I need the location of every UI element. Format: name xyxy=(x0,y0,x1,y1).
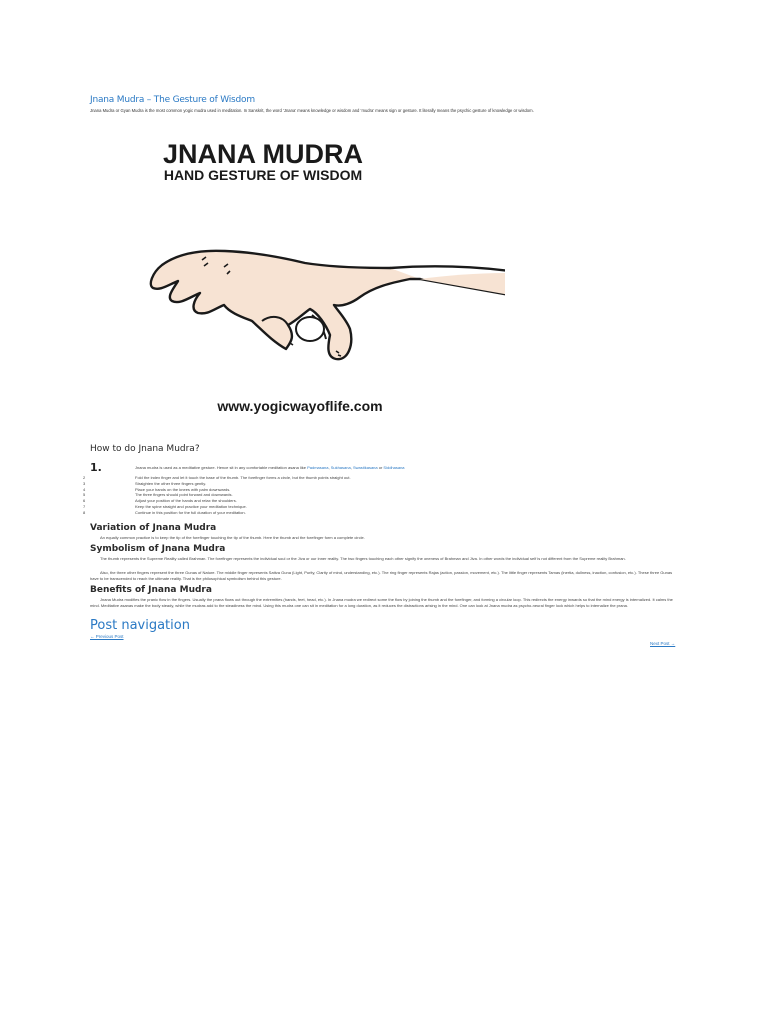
symbolism-heading: Symbolism of Jnana Mudra xyxy=(90,544,226,554)
list-item: 4 Place your hands on the knees with palm downwards. xyxy=(83,486,231,492)
list-text: Jnana mudra is used as a meditative gesture. Hence sit in any comfortable meditation asana like Padmasana, Sukhasana, Swastikasana or Siddhasana xyxy=(135,465,405,470)
list-item: 8 Continue in this position for the full duration of your meditation. xyxy=(83,509,246,515)
siddhasana-link[interactable]: Siddhasana xyxy=(383,465,405,470)
intro-text: Jnana Mudra or Gyan Mudra is the most common yogic mudra used in meditation. In Sanskrit, the word ‘Jnana’ means knowledge or wisdom and ‘mudra’ means sign or gesture. It literally means the psychic gesture of knowledge or wisdom. xyxy=(90,108,534,113)
benefits-heading: Benefits of Jnana Mudra xyxy=(90,585,212,595)
figure-website: www.yogicwayoflife.com xyxy=(217,398,383,414)
page-title: Jnana Mudra – The Gesture of Wisdom xyxy=(90,95,255,105)
symbolism-paragraph-2: Also, the three other fingers represent the three Gunas of Nature. The middle finger represents Sattva Guna (Light, Purity, Clarity of mind, understanding, etc.). The ring finger represents Rajas (action, passion, movement, etc.). The little finger represents Tamas (inertia, dullness, inaction, confusion, etc.). These three Gunas have to be transcended to reach the ultimate reality. That is the philosophical symbolism behind this gesture. xyxy=(90,570,673,581)
variation-heading: Variation of Jnana Mudra xyxy=(90,523,217,533)
symbolism-paragraph-1: The thumb represents the Supreme Reality called Brahman. The forefinger represents the individual soul or the Jiva or our inner reality. The two fingers touching each other signify the oneness of Brahman and Jiva. In other words the individual self is not different from the Supreme reality Brahman. xyxy=(100,556,626,561)
figure-heading: JNANA MUDRA xyxy=(163,139,363,169)
list-item: 6 Adjust your position of the hands and relax the shoulders. xyxy=(83,498,237,504)
previous-post-link[interactable]: ← Previous Post xyxy=(90,634,124,639)
swastikasana-link[interactable]: Swastikasana xyxy=(352,465,378,470)
padmasana-link[interactable]: Padmasana xyxy=(307,465,329,470)
list-item: 3 Straighten the other three fingers gently. xyxy=(83,480,207,486)
steps-list xyxy=(83,475,683,516)
list-item: 5 The three fingers should point forward and downwards. xyxy=(83,492,233,498)
how-to-heading: How to do Jnana Mudra? xyxy=(90,444,200,454)
variation-text: An equally common practice is to keep the tip of the forefinger touching the tip of the thumb. Here the thumb and the forefinger form a complete circle. xyxy=(100,535,365,540)
jnana-mudra-illustration xyxy=(90,125,505,437)
next-post-link[interactable]: Next Post → xyxy=(650,641,676,646)
list-number: 1. xyxy=(90,461,102,474)
figure-subheading: HAND GESTURE OF WISDOM xyxy=(163,167,363,183)
post-navigation-heading: Post navigation xyxy=(90,618,190,633)
benefits-text: Jnana Mudra modifies the pranic flow in the fingers. Usually the prana flows out through the extremities (hands, feet, head, etc.). In Jnana mudra we redirect some the flow by joining the thumb and the forefinger, and forming a circular loop. This redirects the energy inwards so that the mind energy is internalized. It calms the mind. Meditative asanas make the body steady, while the mudras add to the steadiness the mind. Using this mudra one can sit in meditation for a long duration, as it reduces the distractions arising in the mind. One can look at Jnana mudra as psycho-neural finger lock which helps to internalize the prana. xyxy=(90,597,673,608)
list-item: 7 Keep the spine straight and practice your meditation technique. xyxy=(83,503,247,509)
sukhasana-link[interactable]: Sukhasana xyxy=(330,465,351,470)
list-item: 2 Fold the index finger and let it touch the base of the thumb. The forefinger forms a circle, but the thumb points straight out. xyxy=(83,475,351,480)
